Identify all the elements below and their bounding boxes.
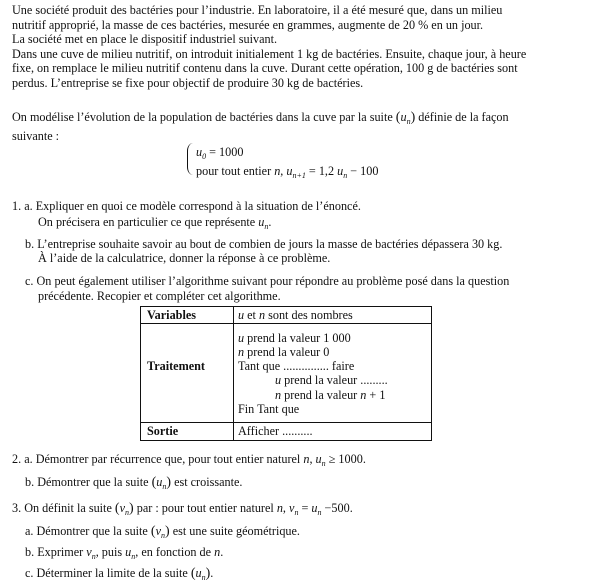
q1c-line-1: c. On peut également utiliser l’algorithme suivant pour répondre au problème posé dans la question: [25, 274, 510, 288]
algo-line-1: u prend la valeur 1 000: [238, 331, 351, 345]
algo-line-6: Fin Tant que: [238, 402, 300, 416]
q3-intro-line: 3. On définit la suite $(v_n)$ par : pour tout entier naturel n, $v_n = u_n -500$.: [12, 501, 353, 517]
algo-line-5: n prend la valeur n + 1: [275, 388, 386, 402]
intro-line-3: La société met en place le dispositif industriel suivant.: [12, 32, 278, 46]
table-divider-bottom: [141, 422, 431, 423]
q1b-line-1: b. L’entreprise souhaite savoir au bout de combien de jours la masse de bactéries dépassera 30 kg.: [25, 237, 503, 251]
model-line-1: On modélise l’évolution de la population de bactéries dans la cuve par la suite $(u_n)$ définie de la façon: [12, 110, 509, 126]
sortie-value: Afficher ..........: [238, 424, 313, 438]
table-divider-top: [141, 323, 431, 324]
q1c-line-2: précédente. Recopier et compléter cet algorithme.: [38, 289, 281, 303]
q3b-line: b. Exprimer $v_n$, puis $u_n$, en fonction de n.: [25, 545, 224, 561]
q2a-line: 2. a. Démontrer par récurrence que, pour tout entier naturel n, $u_n \ge 1000$.: [12, 452, 366, 468]
q1a-line-2: On précisera en particulier ce que représente $u_n$.: [38, 215, 272, 231]
q3a-line: a. Démontrer que la suite $(v_n)$ est une suite géométrique.: [25, 524, 300, 540]
document-body: [12, 3, 592, 90]
q1b-line-2: À l’aide de la calculatrice, donner la réponse à ce problème.: [38, 251, 331, 265]
traitement-label: Traitement: [147, 359, 205, 373]
algorithm-table: [140, 306, 432, 441]
system-line-2: pour tout entier n, $u_{n+1} = 1,2$ $u_n - 100$: [196, 164, 379, 180]
algo-line-4: u prend la valeur .........: [275, 373, 388, 387]
table-column-divider: [233, 307, 234, 440]
variables-label: Variables: [147, 308, 196, 322]
system-line-1: $u_0 = 1000$: [196, 145, 244, 161]
algo-line-2: n prend la valeur 0: [238, 345, 330, 359]
algo-line-3: Tant que ............... faire: [238, 359, 355, 373]
intro-line-6: perdus. L’entreprise se fixe pour objectif de produire 30 kg de bactéries.: [12, 75, 364, 90]
model-line-2: suivante :: [12, 129, 60, 143]
system-brace: [187, 143, 194, 175]
intro-line-1: Une société produit des bactéries pour l’industrie. En laboratoire, il a été mesuré que, dans un milieu: [12, 3, 503, 17]
intro-line-4: Dans une cuve de milieu nutritif, on introduit initialement 1 kg de bactéries. Ensuite, chaque jour, à heure: [12, 46, 527, 61]
q2b-line: b. Démontrer que la suite $(u_n)$ est croissante.: [25, 475, 243, 491]
intro-line-5: fixe, on remplace le milieu nutritif contenu dans la cuve. Durant cette opération, 100 g de bactéries sont: [12, 61, 518, 75]
q1a-line-1: 1. a. Expliquer en quoi ce modèle correspond à la situation de l’énoncé.: [12, 199, 361, 213]
variables-value: u et n sont des nombres: [238, 308, 353, 322]
sortie-label: Sortie: [147, 424, 179, 438]
q3c-line: c. Déterminer la limite de la suite $(u_n)$.: [25, 566, 214, 582]
intro-line-2: nutritif approprié, la masse de ces bactéries, mesurée en grammes, augmente de 20 % en un jour.: [12, 17, 484, 32]
